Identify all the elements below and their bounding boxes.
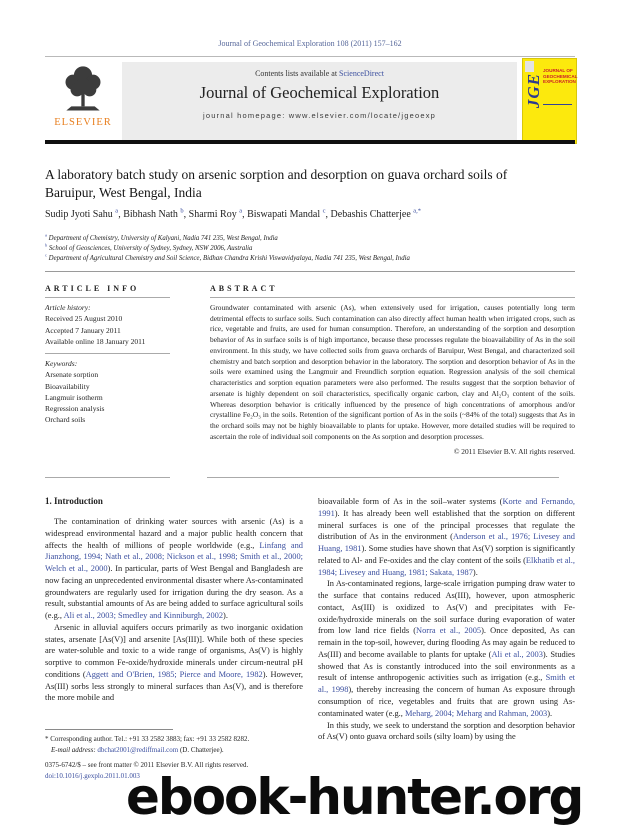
text-segment: ). Studies showed that As is constantly introduced into the soil environments as a result of intense anthropogenic activities such as irrigation (e.g., — [318, 649, 575, 683]
elsevier-tree-icon — [58, 60, 108, 116]
text-segment: ). — [472, 567, 478, 577]
history-item: Accepted 7 January 2011 — [45, 325, 121, 335]
journal-homepage-link[interactable]: journal homepage: www.elsevier.com/locate/jgeoexp — [202, 111, 437, 120]
abstract-column — [210, 284, 575, 456]
header-top-rule — [45, 56, 575, 57]
text-segment: ). — [223, 611, 228, 621]
affiliation-text: Department of Chemistry, University of Kalyani, Nadia 741 235, West Bengal, India — [48, 235, 278, 242]
affiliation-text: School of Geosciences, University of Sydney, Sydney, NSW 2006, Australia — [48, 245, 253, 253]
text-segment: , Sharmi Roy — [183, 209, 240, 220]
corresponding-author-footnote — [45, 729, 307, 755]
doi-link[interactable]: doi:10.1016/j.gexplo.2011.01.003 — [45, 771, 140, 780]
affiliation-b — [45, 244, 565, 254]
history-label: Article history: — [45, 303, 91, 312]
text-segment: ). It has already been well established that the sorption on different mineral surfaces is one of the principal processes that regulate the distribution of As in the environment ( — [318, 508, 575, 542]
text-segment: ). Once deposited, As can remain in the top-soil, however, during flooding As may again be reduced to As(III) and become available to plants for uptake ( — [318, 626, 575, 659]
intro-paragraph — [45, 516, 303, 622]
keyword-item: Orchard soils — [45, 415, 86, 425]
text-segment: , Biswapati Mandal — [242, 209, 323, 220]
watermark-text: ebook-hunter.org — [126, 768, 583, 826]
contents-prefix: Contents lists available at — [255, 69, 340, 78]
cover-journal-title: JOURNAL OF GEOCHEMICAL EXPLORATION — [543, 68, 578, 85]
intro-paragraph — [318, 578, 575, 719]
text-segment: ). Some studies have shown that As(V) sorption is significantly related to Al- and Fe-oxides and the clay content of the soils ( — [318, 544, 576, 565]
history-item: Available online 18 January 2011 — [45, 336, 146, 346]
section-heading-introduction: 1. Introduction — [45, 496, 103, 506]
affiliation-text: Department of Agricultural Chemistry and Soil Science, Bidhan Chandra Krishi Viswavidyalaya, Nadia 741 235, West Bengal, India — [48, 255, 410, 263]
citation-link[interactable]: Elkhatib et al., 1984; Livesey and Huang, 1981; Sakata, 1987 — [318, 555, 575, 577]
journal-banner — [122, 62, 517, 140]
abstract-bottom-rule — [207, 477, 559, 478]
article-info-heading: ARTICLE INFO — [45, 284, 140, 293]
citation-link[interactable]: Aggett and O'Brien, 1985; Pierce and Moore, 1982 — [85, 669, 263, 679]
citation-link[interactable]: Meharg, 2004; Meharg and Rahman, 2003 — [404, 708, 548, 718]
citation-link[interactable]: Smith et al., 1998 — [318, 673, 575, 695]
abstract-heading-rule — [210, 297, 575, 298]
section-top-rule — [45, 271, 575, 272]
page-citation-line: Journal of Geochemical Exploration 108 (2011) 157–162 — [218, 39, 402, 48]
citation-link[interactable]: Ali et al., 2003; Smedley and Kinniburgh, 2002 — [63, 611, 224, 621]
intro-paragraph — [318, 496, 575, 578]
citation-link[interactable]: Linfang and Jianzhong, 1994; Nath et al., 2008; Nickson et al., 1998; Smith et al., 2000; Welch et al., 2000 — [45, 540, 303, 574]
citation-link[interactable]: a — [115, 207, 119, 215]
affiliations — [45, 234, 565, 265]
keyword-item: Bioavailability — [45, 381, 90, 391]
text-segment: In As-contaminated regions, large-scale irrigation pumping draw water to the surface that contains reduced As(III), however, upon atmospheric contact, As(III) is oxidized to As(V) and precipitates with Fe-oxide/hydroxide minerals on the soil surface during evaporation of water from low land rice fields ( — [318, 579, 575, 636]
footnote-rule — [45, 729, 173, 730]
affiliation-c — [45, 254, 565, 264]
keyword-item: Regression analysis — [45, 404, 105, 413]
header-thick-rule — [45, 140, 575, 144]
text-segment: ), thereby increasing the concern of human As exposure through consumption of rice, vegetables and fruits that are grown using As-contaminated water (e.g., — [318, 685, 575, 718]
article-info-column — [45, 284, 195, 426]
affiliation-marker: b — [45, 242, 48, 248]
text-segment: Arsenic in alluvial aquifers occurs primarily as two inorganic oxidation states, arsenate [As(V)] and arsenite [As(III)]. While both of these species are water-soluble and toxic to a wide range of organisms, As(V) is highly sorptive to common Fe-oxide/hydroxide minerals under circum-neutral pH conditions ( — [45, 622, 303, 679]
article-title: A laboratory batch study on arsenic sorption and desorption on guava orchard soils of Baruipur, West Bengal, India — [45, 167, 508, 201]
text-segment: In this study, we seek to understand the sorption and desorption behavior of As(V) onto guava orchard soils (silty loam) by using the — [318, 720, 575, 742]
article-info-bottom-rule — [45, 477, 170, 478]
article-info-heading-rule — [45, 297, 170, 298]
text-segment: (D. Chatterjee). — [178, 745, 224, 754]
text-segment: ). — [547, 708, 553, 718]
cover-divider-line — [543, 104, 572, 105]
intro-paragraph — [318, 720, 575, 744]
affiliation-marker: c — [45, 253, 47, 259]
journal-title: Journal of Geochemical Exploration — [199, 83, 440, 102]
citation-link[interactable]: Anderson et al., 1976; Livesey and Huang, 1981 — [318, 532, 575, 554]
citation-link[interactable]: Ali et al., 2003 — [491, 649, 543, 659]
affiliation-a — [45, 234, 565, 244]
issn-line: 0375-6742/$ – see front matter © 2011 Elsevier B.V. All rights reserved. — [45, 761, 249, 769]
citation-link[interactable]: a — [239, 207, 243, 215]
citation-link[interactable]: a,* — [413, 207, 422, 215]
keywords-label: Keywords: — [45, 359, 78, 368]
elsevier-logo-label: ELSEVIER — [54, 117, 112, 128]
authors-line — [45, 209, 565, 220]
cover-corner-block — [525, 61, 534, 72]
text-segment: , Debashis Chatterjee — [325, 209, 414, 220]
affiliation-marker: a — [45, 232, 47, 238]
copyright-line: © 2011 Elsevier B.V. All rights reserved. — [453, 446, 575, 456]
journal-header — [45, 60, 578, 140]
abstract-heading: ABSTRACT — [210, 284, 278, 293]
article-info-divider — [45, 353, 170, 354]
text-segment: ). In particular, parts of West Bengal and Bangladesh are now facing an unprecedented environmental disaster where As-contaminated groundwaters are regularly used for irrigation during the dry season. As a result, substantial amounts of As are being added to surface agricultural soils (e.g., — [45, 564, 303, 621]
intro-right-column — [318, 496, 575, 743]
citation-link[interactable]: Norra et al., 2005 — [416, 626, 482, 636]
keyword-item: Langmuir isotherm — [45, 392, 103, 402]
contents-line — [122, 69, 517, 78]
citation-link[interactable]: dbchat2001@rediffmail.com — [97, 745, 179, 754]
citation-link[interactable]: b — [180, 207, 184, 215]
cover-jge-monogram: JGE — [524, 73, 543, 109]
citation-link[interactable]: c — [322, 207, 326, 215]
sciencedirect-link[interactable]: ScienceDirect — [339, 69, 384, 78]
text-segment: bioavailable form of As in the soil–water systems ( — [318, 497, 503, 506]
text-segment: , Bibhash Nath — [118, 209, 181, 220]
citation-link[interactable]: Korte and Fernando, 1991 — [318, 497, 575, 518]
intro-left-column — [45, 496, 303, 704]
footnote-email — [45, 745, 307, 756]
text-segment: The contamination of drinking water sources with arsenic (As) is a widespread environmental hazard and a major public health concern that affects the health of millions of people worldwide (e.g., — [45, 517, 303, 550]
text-segment: E-mail address: — [51, 745, 98, 754]
abstract-text: Groundwater contaminated with arsenic (As), when extensively used for irrigation, causes potentially long term detrimental effects to surface soils. Such contamination can also directly affect human health when irrigated crops, such as rice, vegetable and fruits, are used for human consumption. Therefore, an understanding of the sorption and desorption behavior of As in surface soils is of high importance, because these processes regulate the bioavailability of As in the soil environment. In this study, we have collected soils from guava orchards of Baruipur, West Bengal, and characterized soil chemistry and batch sorption and desorption behavior in the laboratory. The sorption and desorption behavior of As in the soils were examined using the Langmuir and Freundlich sorption equation. Regression analysis of the soil chemical characteristics and sorption equation parameters were also performed. The results suggest that the sorption behavior of arsenate is highly dependent on soil characteristics, specifically organic carbon, clay and Al₂O₃ content of the soils. Whereas desorption behavior is critically influenced by the presence of high concentrations of amorphous and/or crystalline Fe₂O₃ in the soils. Retention of the significant portion of As in the soils (~84% of the total) suggests that As in the orchard soils may not be highly bioavailable to plants for uptake. However, more detailed studies will be required to ascertain the role of individual soil components on the As sorption and desorption processes. — [210, 303, 575, 441]
footnote-contact: * Corresponding author. Tel.: +91 33 2582 3883; fax: +91 33 2582 8282. — [45, 735, 250, 743]
keyword-item: Arsenate sorption — [45, 370, 99, 380]
journal-cover-thumbnail[interactable] — [522, 58, 577, 144]
intro-paragraph — [45, 622, 303, 704]
history-item: Received 25 August 2010 — [45, 314, 123, 324]
elsevier-logo — [45, 60, 121, 140]
text-segment: Sudip Jyoti Sahu — [45, 209, 116, 220]
text-segment: ). However, As(III) sorbs less strongly to mineral surfaces than As(V), and is therefore the more mobile and — [45, 669, 303, 703]
